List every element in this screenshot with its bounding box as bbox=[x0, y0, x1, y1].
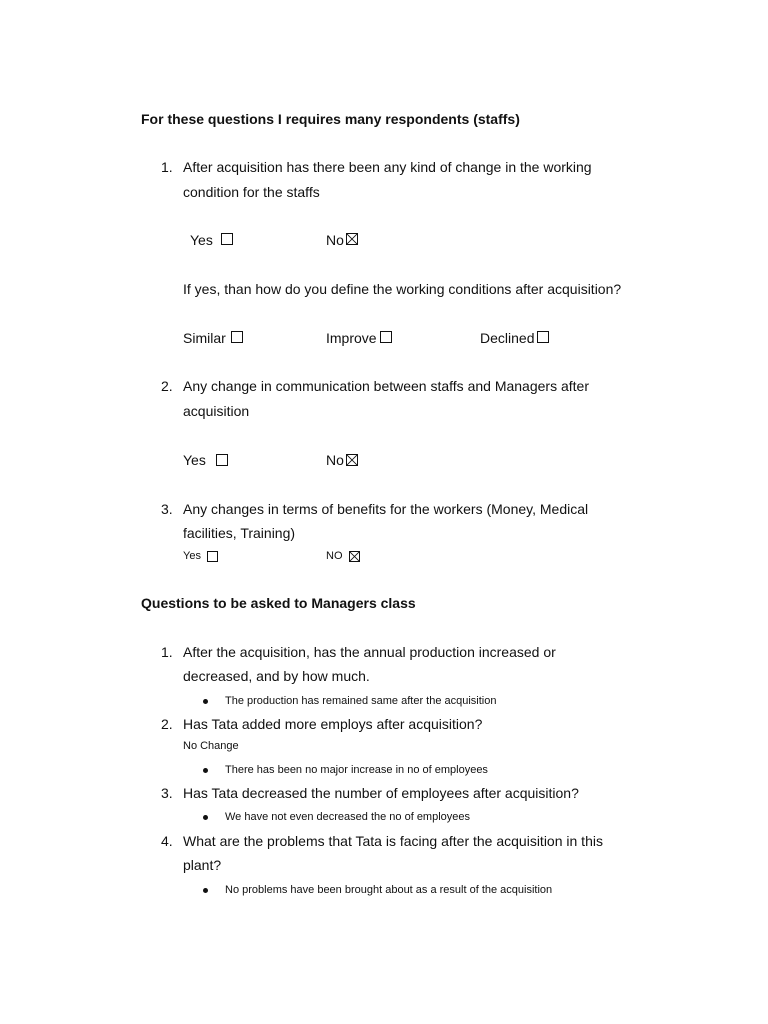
yes-checkbox[interactable] bbox=[207, 551, 218, 562]
question-text: Any change in communication between staffs and Managers after bbox=[183, 378, 589, 394]
no-checkbox-checked[interactable] bbox=[346, 233, 358, 245]
question-text: Has Tata decreased the number of employees after acquisition? bbox=[183, 785, 579, 801]
question-number: 3. bbox=[161, 501, 173, 517]
option-similar-label: Similar bbox=[183, 330, 226, 346]
no-label: No bbox=[326, 452, 344, 468]
answer-text: We have not even decreased the no of employees bbox=[225, 811, 471, 823]
bullet-icon bbox=[203, 768, 208, 773]
section-heading-managers: Questions to be asked to Managers class bbox=[141, 595, 416, 611]
question-number: 4. bbox=[161, 833, 173, 849]
yes-label: Yes bbox=[183, 550, 201, 562]
yes-label: Yes bbox=[190, 232, 213, 248]
option-declined-label: Declined bbox=[480, 330, 535, 346]
section-heading-respondents: For these questions I requires many respondents (staffs) bbox=[141, 111, 520, 127]
yes-checkbox[interactable] bbox=[221, 233, 233, 245]
no-label: NO bbox=[326, 550, 343, 562]
no-checkbox-checked[interactable] bbox=[346, 454, 358, 466]
improve-checkbox[interactable] bbox=[380, 331, 392, 343]
yes-label: Yes bbox=[183, 452, 206, 468]
question-text: facilities, Training) bbox=[183, 525, 296, 541]
question-text: acquisition bbox=[183, 403, 250, 419]
similar-checkbox[interactable] bbox=[231, 331, 243, 343]
answer-text: No problems have been brought about as a result of the acquisition bbox=[225, 884, 553, 896]
yes-checkbox[interactable] bbox=[216, 454, 228, 466]
question-text: After the acquisition, has the annual production increased or bbox=[183, 644, 556, 660]
question-number: 2. bbox=[161, 716, 173, 732]
question-number: 1. bbox=[161, 159, 173, 175]
question-text: decreased, and by how much. bbox=[183, 668, 370, 684]
question-number: 3. bbox=[161, 785, 173, 801]
question-text: Any changes in terms of benefits for the workers (Money, Medical bbox=[183, 501, 589, 517]
question-text: Has Tata added more employs after acquisition? bbox=[183, 716, 483, 732]
question-number: 1. bbox=[161, 644, 173, 660]
bullet-icon bbox=[203, 888, 208, 893]
question-text: condition for the staffs bbox=[183, 184, 320, 200]
answer-text: There has been no major increase in no of employees bbox=[225, 764, 488, 776]
cross-mark-icon bbox=[350, 552, 359, 561]
cross-mark-icon bbox=[347, 455, 357, 465]
cross-mark-icon bbox=[347, 234, 357, 244]
answer-text: The production has remained same after the acquisition bbox=[225, 695, 497, 707]
bullet-icon bbox=[203, 815, 208, 820]
bullet-icon bbox=[203, 699, 208, 704]
question-text: After acquisition has there been any kind of change in the working bbox=[183, 159, 592, 175]
no-checkbox-checked[interactable] bbox=[349, 551, 360, 562]
note-text: No Change bbox=[183, 740, 239, 752]
declined-checkbox[interactable] bbox=[537, 331, 549, 343]
question-text: What are the problems that Tata is facing after the acquisition in this bbox=[183, 833, 603, 849]
question-text: plant? bbox=[183, 857, 222, 873]
option-improve-label: Improve bbox=[326, 330, 377, 346]
no-label: No bbox=[326, 232, 344, 248]
question-number: 2. bbox=[161, 378, 173, 394]
followup-question: If yes, than how do you define the working conditions after acquisition? bbox=[183, 281, 622, 297]
